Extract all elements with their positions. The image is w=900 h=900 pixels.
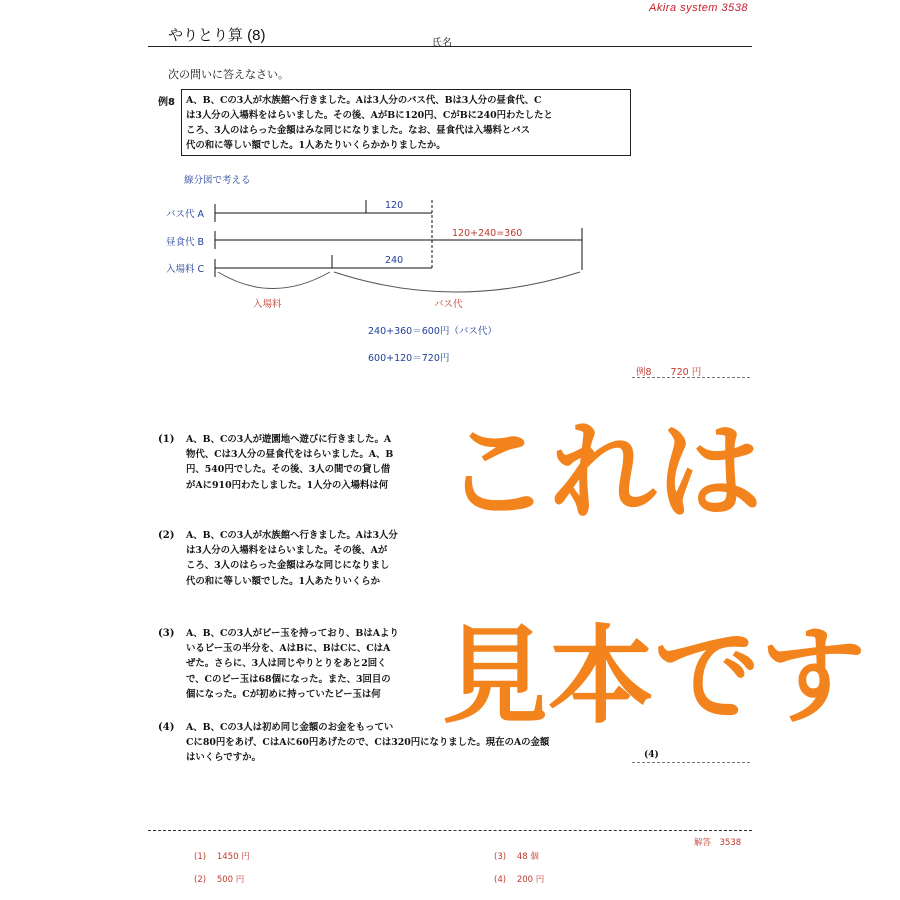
- problem-line: ころ、3人のはらった金額はみな同じになりまし: [186, 560, 390, 572]
- problem-4-number: (4): [158, 722, 175, 733]
- example-line: A、B、Cの3人が水族館へ行きました。Aは3人分のバス代、Bは3人分の昼食代、C: [186, 95, 542, 106]
- problem-line: 代の和に等しい額でした。1人あたりいくらか: [186, 575, 381, 587]
- problem-line: 物代、Cは3人分の昼食代をはらいました。A、B: [186, 449, 394, 461]
- problem-1-number: (1): [158, 434, 175, 445]
- answer-num: (3): [494, 852, 507, 862]
- row-label-entry: 入場料 C: [166, 264, 205, 275]
- example-label: 例8: [158, 97, 175, 108]
- brace-label-bus: バス代: [434, 299, 463, 310]
- example-line: は3人分の入場料をはらいました。その後、AがBに120円、CがBに240円わたしたと: [186, 110, 553, 121]
- row-label-lunch: 昼食代 B: [166, 237, 205, 248]
- answer-3: [494, 850, 539, 862]
- problem-line: は3人分の入場料をはらいました。その後、Aが: [186, 545, 388, 557]
- example-line: ころ、3人のはらった金額はみな同じになりました。なお、昼食代は入場料とバス: [186, 125, 531, 136]
- problem-line: 円、540円でした。その後、3人の間での貸し借: [186, 464, 391, 476]
- answer-blank-4-line: [632, 762, 750, 763]
- answer-2: [194, 873, 244, 885]
- answer-blank-4-label: (4): [644, 750, 659, 760]
- answer-num: (2): [194, 875, 207, 885]
- problem-1-text: [186, 432, 438, 493]
- problem-2-number: (2): [158, 530, 175, 541]
- watermark-line-2: 見本です: [442, 615, 866, 738]
- name-label: 氏名: [432, 38, 452, 49]
- instruction-text: 次の問いに答えなさい。: [168, 68, 289, 81]
- problem-line: いるビー玉の半分を、AはBに、BはCに、CはA: [186, 643, 391, 655]
- problem-2-text: [186, 528, 438, 589]
- answer-value: 1450 円: [216, 852, 250, 862]
- brace-bus: [334, 272, 580, 292]
- answer-1: [194, 850, 250, 862]
- brace-entry: [218, 272, 330, 289]
- problem-3-text: [186, 626, 438, 702]
- problem-line: で、Cのビー玉は68個になった。また、3回目の: [186, 673, 391, 685]
- problem-line: はいくらですか。: [186, 752, 261, 764]
- answer-value: 48 個: [516, 852, 539, 862]
- calc-line-1: 240+360＝600円（バス代）: [368, 326, 497, 337]
- example-answer: 例8 720 円: [636, 367, 702, 378]
- answer-value: 500 円: [216, 875, 245, 885]
- brand-label: Akira system 3538: [649, 2, 748, 14]
- example-line: 代の和に等しい額でした。1人あたりいくらかかりましたか。: [186, 140, 446, 151]
- row-label-bus: バス代 A: [166, 209, 205, 220]
- label-120: 120: [385, 200, 404, 211]
- problem-3-number: (3): [158, 628, 175, 639]
- calc-line-2: 600+120＝720円: [368, 353, 450, 364]
- label-240: 240: [385, 255, 404, 266]
- problem-line: A、B、Cの3人が遊園地へ遊びに行きました。A: [186, 434, 392, 445]
- answer-value: 200 円: [516, 875, 545, 885]
- answer-num: (1): [194, 852, 207, 862]
- diagram-heading: 線分図で考える: [184, 175, 251, 186]
- problem-line: A、B、Cの3人は初め同じ金額のお金をもってい: [186, 722, 394, 733]
- example-answer-line: [632, 377, 750, 378]
- answer-num: (4): [494, 875, 507, 885]
- brace-label-entry: 入場料: [253, 299, 282, 310]
- problem-line: がAに910円わたしました。1人分の入場料は何: [186, 479, 389, 491]
- problem-line: ぜた。さらに、3人は同じやりとりをあと2回く: [186, 658, 387, 670]
- problem-line: Cに80円をあげ、CはAに60円あげたので、Cは320円になりました。現在のAの金額: [186, 737, 550, 749]
- problem-line: 個になった。Cが初めに持っていたビー玉は何: [186, 688, 381, 700]
- label-360: 120+240=360: [452, 228, 523, 239]
- answers-divider: [148, 830, 752, 831]
- answers-label: 解答 3538: [694, 838, 742, 848]
- answer-4: [494, 873, 544, 885]
- watermark-line-1: これは: [444, 411, 762, 534]
- problem-line: A、B、Cの3人が水族館へ行きました。Aは3人分: [186, 530, 398, 541]
- problem-line: A、B、Cの3人がビー玉を持っており、BはAより: [186, 628, 399, 639]
- page-title: やりとり算 (8): [168, 27, 266, 44]
